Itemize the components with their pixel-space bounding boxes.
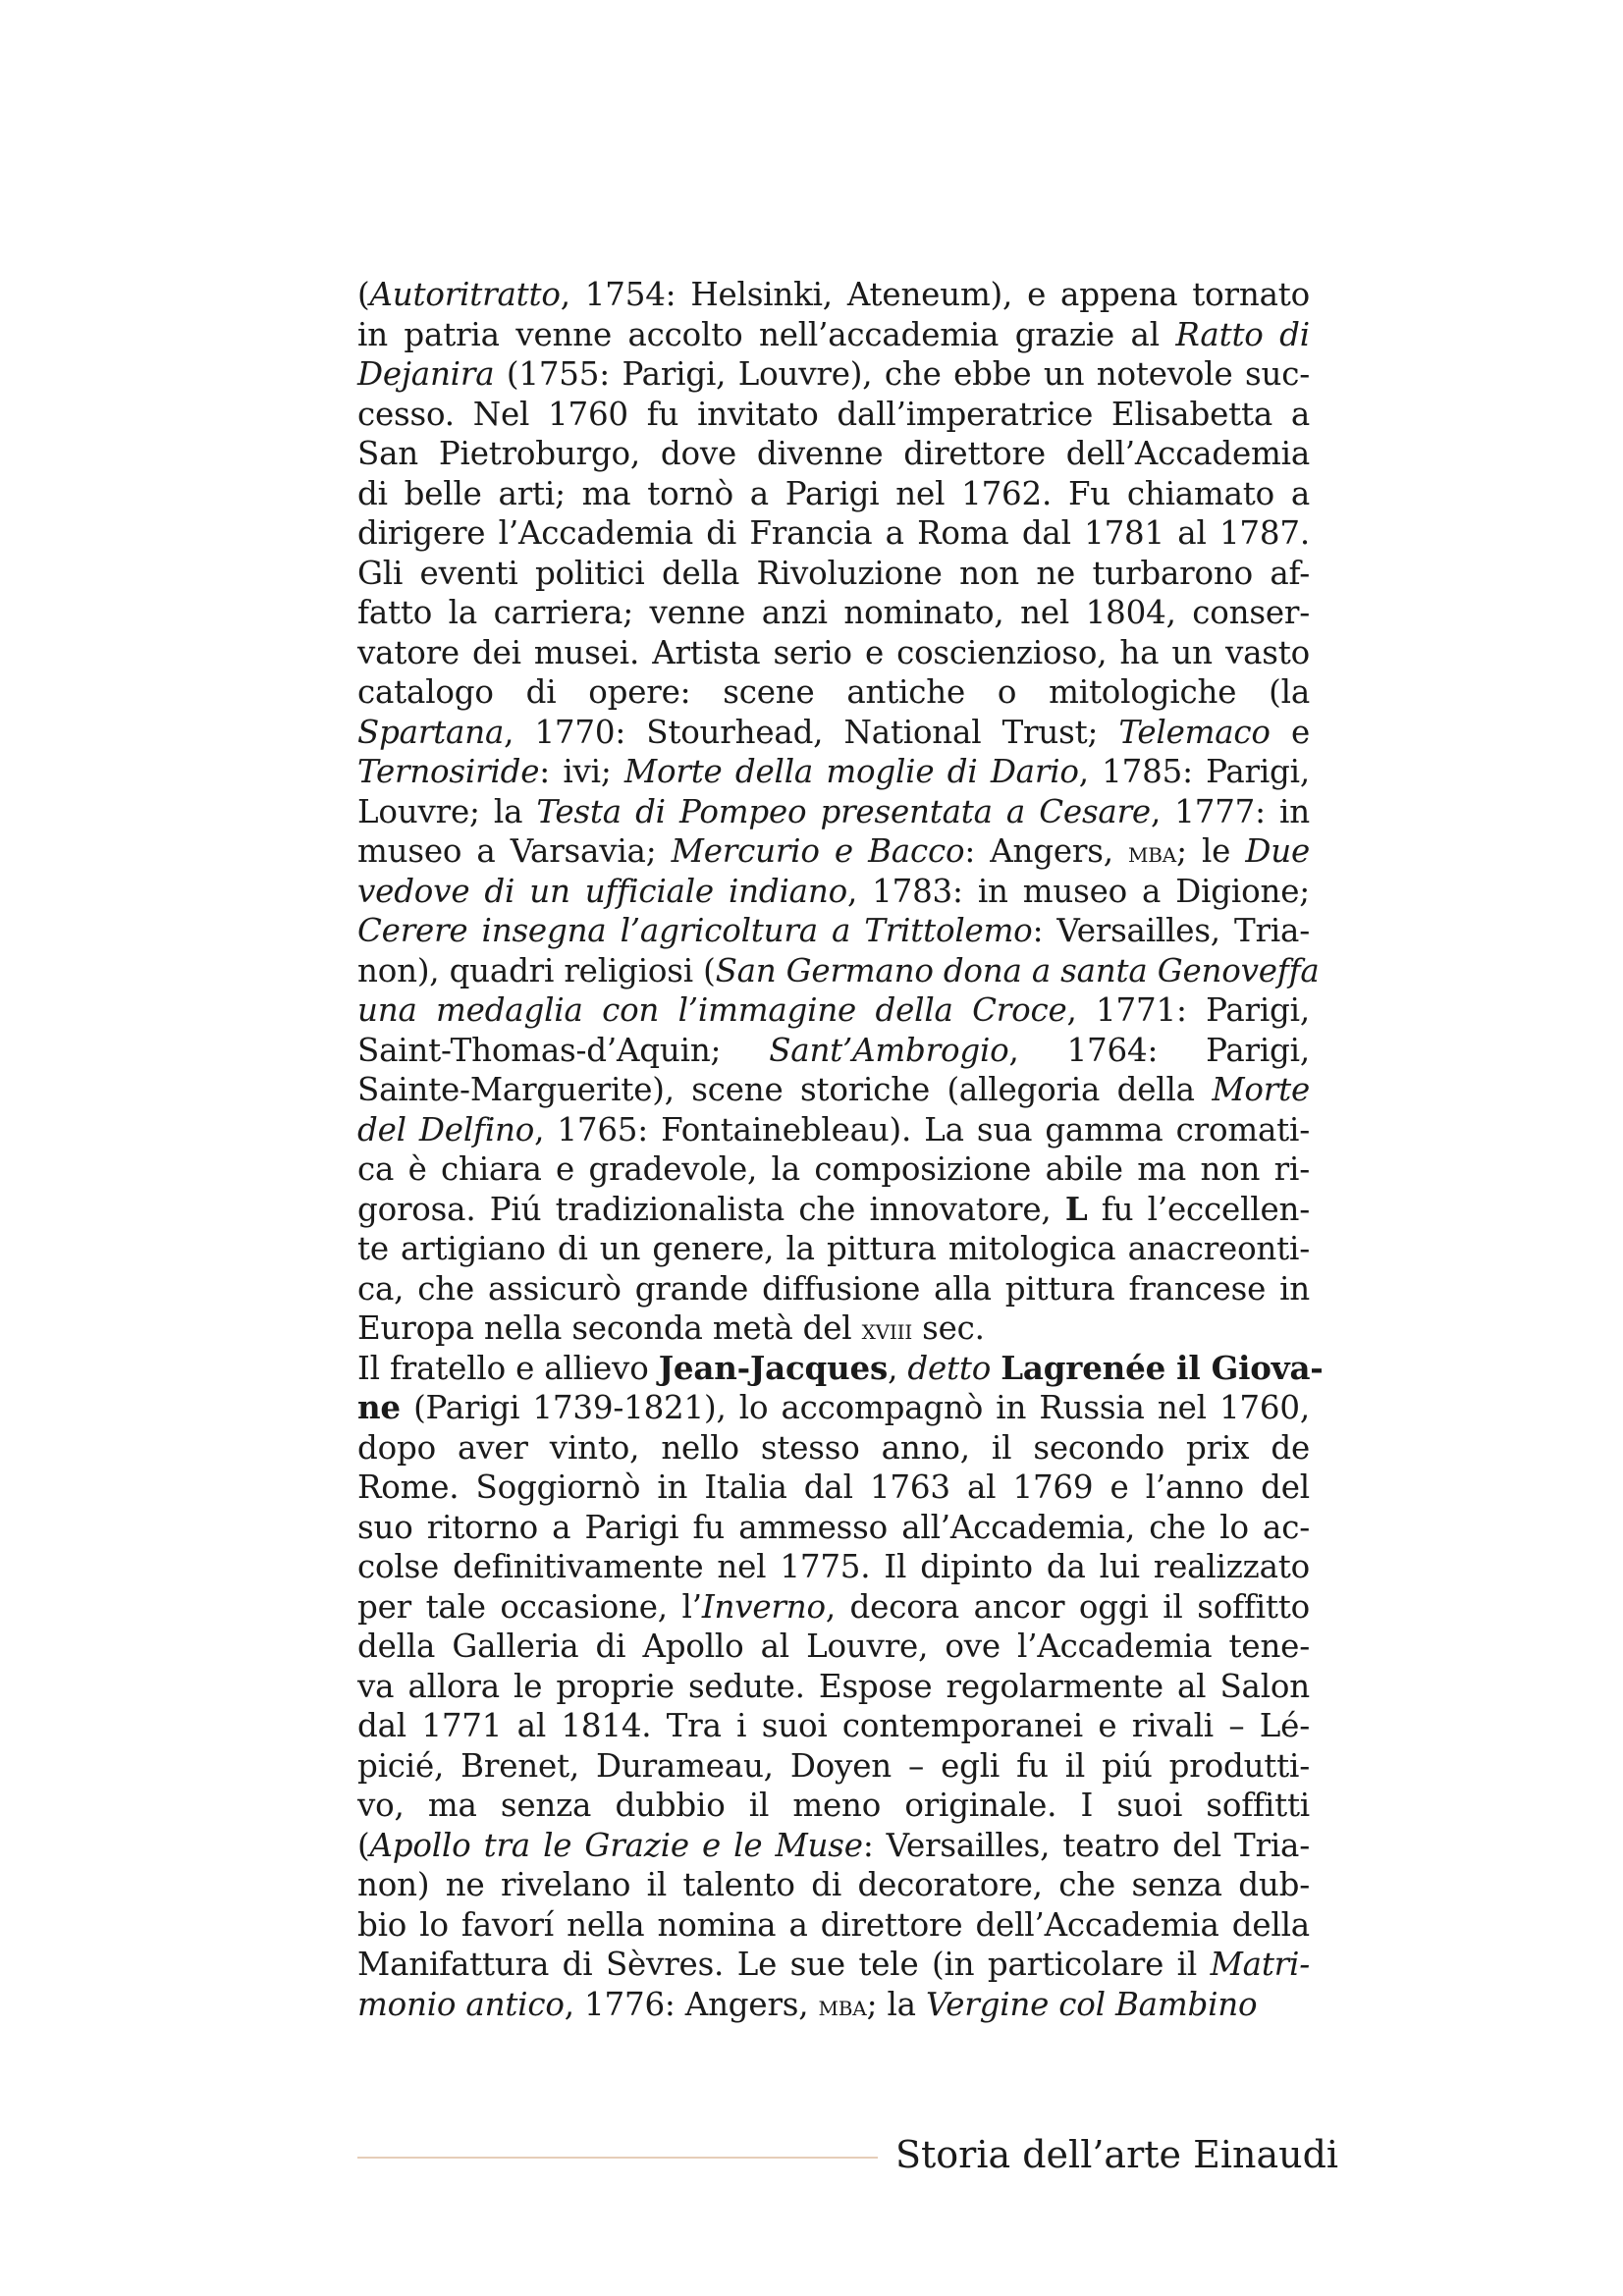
text-line xyxy=(357,1786,1310,1826)
text-segment: mba xyxy=(1128,835,1177,869)
text-line xyxy=(357,1627,1310,1667)
text-segment: Europa nella seconda metà del xyxy=(357,1309,862,1347)
text-segment: una medaglia con l’immagine della Croce xyxy=(357,991,1067,1029)
text-segment: , 1783: in museo a Digione; xyxy=(846,872,1310,910)
text-line xyxy=(357,315,1310,355)
text-line xyxy=(357,792,1310,832)
text-segment: (1755: Parigi, Louvre), che ebbe un notevole suc- xyxy=(494,355,1310,393)
text-segment: Dejanira xyxy=(357,355,495,393)
text-segment: dopo aver vinto, nello stesso anno, il secondo prix de xyxy=(357,1428,1310,1467)
text-segment: vo, ma senza dubbio il meno originale. I suoi soffitti xyxy=(357,1787,1310,1824)
text-segment: Ternosiride xyxy=(357,753,540,790)
text-line xyxy=(357,1190,1310,1230)
text-line xyxy=(357,872,1310,912)
text-segment: mba xyxy=(818,1988,867,2022)
text-segment: , 1770: Stourhead, National Trust; xyxy=(504,713,1119,751)
text-segment: Ratto di xyxy=(1175,315,1310,353)
text-line xyxy=(357,672,1310,713)
text-segment: , 1764: Parigi, xyxy=(1008,1031,1310,1069)
text-segment: Il fratello e allievo xyxy=(357,1349,659,1387)
text-segment: vedove di un ufficiale indiano xyxy=(357,872,847,910)
text-segment: , 1777: in xyxy=(1150,792,1310,830)
text-segment: e xyxy=(1270,713,1310,751)
text-segment: Inverno xyxy=(701,1587,826,1626)
text-segment: Lagrenée il Giova- xyxy=(1001,1348,1324,1387)
text-segment: : Angers, xyxy=(964,832,1129,870)
text-line xyxy=(357,354,1310,395)
text-line xyxy=(357,990,1310,1031)
text-segment: ca, che assicurò grande diffusione alla pittura francese in xyxy=(357,1269,1310,1308)
text-line xyxy=(357,633,1310,673)
text-segment: : Versailles, Tria- xyxy=(1032,912,1311,949)
text-segment: fu l’eccellen- xyxy=(1087,1190,1310,1228)
text-line xyxy=(357,1468,1310,1508)
text-line xyxy=(357,1587,1310,1628)
text-segment: detto xyxy=(907,1349,992,1387)
text-line xyxy=(357,713,1310,753)
text-line xyxy=(357,1945,1310,1985)
text-segment: Vergine col Bambino xyxy=(925,1985,1258,2023)
text-line xyxy=(357,1110,1310,1150)
text-segment: di belle arti; ma tornò a Parigi nel 1762. Fu chiamato a xyxy=(357,474,1310,512)
text-segment: , 1754: Helsinki, Ateneum), e appena tornato xyxy=(560,276,1310,313)
text-segment: Jean-Jacques xyxy=(658,1348,889,1387)
text-segment: Autoritratto xyxy=(369,276,561,313)
text-line xyxy=(357,1826,1310,1866)
text-segment: catalogo di opere: scene antiche o mitologiche (la xyxy=(357,673,1310,711)
text-line xyxy=(357,1706,1310,1746)
text-segment: museo a Varsavia; xyxy=(357,832,672,870)
text-segment: Sainte-Marguerite), scene storiche (allegoria della xyxy=(357,1071,1213,1108)
text-segment: gorosa. Piú tradizionalista che innovatore, xyxy=(357,1190,1065,1228)
text-line xyxy=(357,1149,1310,1190)
text-line xyxy=(357,1308,1310,1349)
text-segment: vatore dei musei. Artista serio e coscienzioso, ha un vasto xyxy=(357,633,1310,671)
text-segment: non), quadri religiosi ( xyxy=(357,951,716,989)
text-segment: Gli eventi politici della Rivoluzione non ne turbarono af- xyxy=(357,554,1310,592)
text-line xyxy=(357,275,1310,315)
text-segment: Saint-Thomas-d’Aquin; xyxy=(357,1031,770,1069)
text-segment: Apollo tra le Grazie e le Muse xyxy=(369,1826,863,1864)
text-segment: Due xyxy=(1245,832,1311,870)
text-segment: sec. xyxy=(912,1309,985,1347)
text-line xyxy=(357,513,1310,554)
text-segment: cesso. Nel 1760 fu invitato dall’imperatrice Elisabetta a xyxy=(357,395,1310,433)
text-segment: per tale occasione, l’ xyxy=(357,1587,702,1626)
text-line xyxy=(357,1667,1310,1707)
text-segment: : Versailles, teatro del Tria- xyxy=(862,1826,1311,1864)
text-segment: ( xyxy=(357,1826,370,1864)
text-segment: bio lo favorí nella nomina a direttore dell’Accademia della xyxy=(357,1905,1310,1944)
text-segment: L xyxy=(1064,1189,1088,1228)
text-segment: Spartana xyxy=(357,713,505,751)
text-segment: suo ritorno a Parigi fu ammesso all’Accademia, che lo ac- xyxy=(357,1508,1310,1546)
text-line xyxy=(357,434,1310,474)
text-segment: in patria venne accolto nell’accademia grazie al xyxy=(357,315,1176,353)
text-segment: xviii xyxy=(861,1312,913,1346)
text-segment: va allora le proprie sedute. Espose regolarmente al Salon xyxy=(357,1667,1310,1705)
text-segment: Telemaco xyxy=(1118,713,1271,751)
text-segment: : ivi; xyxy=(539,753,624,790)
text-segment: Mercurio e Bacco xyxy=(671,832,965,870)
text-segment: San Pietroburgo, dove divenne direttore dell’Accademia xyxy=(357,435,1310,472)
article-body xyxy=(357,275,1324,2024)
text-line xyxy=(357,1348,1324,1389)
text-line xyxy=(357,593,1310,633)
text-segment: , xyxy=(888,1349,908,1387)
text-segment: Rome. Soggiornò in Italia dal 1763 al 1769 e l’anno del xyxy=(357,1468,1310,1506)
text-segment: monio antico xyxy=(357,1985,565,2023)
text-segment: Testa di Pompeo presentata a Cesare xyxy=(536,792,1151,830)
text-line xyxy=(357,1746,1310,1787)
text-segment: , 1776: Angers, xyxy=(564,1985,819,2023)
text-segment: ne xyxy=(357,1388,401,1426)
text-segment: Morte della moglie di Dario xyxy=(623,753,1079,790)
text-segment: della Galleria di Apollo al Louvre, ove l’Accademia tene- xyxy=(357,1628,1310,1665)
text-line xyxy=(357,395,1310,435)
text-segment: ca è chiara e gradevole, la composizione abile ma non ri- xyxy=(357,1150,1310,1188)
text-line xyxy=(357,1508,1310,1548)
text-segment: , 1765: Fontainebleau). La sua gamma cromati- xyxy=(534,1110,1310,1148)
text-segment: picié, Brenet, Durameau, Doyen – egli fu il piú produtti- xyxy=(357,1746,1310,1785)
text-segment: ; la xyxy=(866,1985,926,2023)
text-line xyxy=(357,1865,1310,1905)
text-line xyxy=(357,911,1310,951)
text-segment: colse definitivamente nel 1775. Il dipinto da lui realizzato xyxy=(357,1548,1310,1585)
text-line xyxy=(357,1269,1310,1309)
footer-rule xyxy=(357,2157,878,2159)
text-line xyxy=(357,474,1310,514)
text-line xyxy=(357,752,1310,792)
text-line xyxy=(357,1547,1310,1587)
text-segment: Manifattura di Sèvres. Le sue tele (in particolare il xyxy=(357,1946,1211,1983)
text-segment: te artigiano di un genere, la pittura mitologica anacreonti- xyxy=(357,1230,1310,1267)
text-segment: dal 1771 al 1814. Tra i suoi contemporanei e rivali – Lé- xyxy=(357,1707,1310,1744)
text-segment: , 1785: Parigi, xyxy=(1078,753,1310,790)
text-segment: Matri- xyxy=(1210,1946,1310,1983)
text-segment: fatto la carriera; venne anzi nominato, nel 1804, conser- xyxy=(357,594,1310,631)
text-line xyxy=(357,554,1310,594)
text-segment: non) ne rivelano il talento di decoratore, che senza dub- xyxy=(357,1866,1310,1903)
text-segment: , 1771: Parigi, xyxy=(1066,991,1310,1029)
text-segment: ( xyxy=(357,276,370,313)
text-segment: dirigere l’Accademia di Francia a Roma dal 1781 al 1787. xyxy=(357,514,1310,552)
text-line xyxy=(357,1388,1310,1428)
text-line xyxy=(357,1428,1310,1468)
text-line xyxy=(357,1031,1310,1071)
text-segment xyxy=(991,1350,1001,1387)
text-segment: Morte xyxy=(1212,1071,1310,1108)
text-line xyxy=(357,1229,1310,1269)
text-segment: ; le xyxy=(1176,832,1246,870)
text-line xyxy=(357,1985,1310,2025)
text-segment: , decora ancor oggi il soffitto xyxy=(825,1587,1311,1626)
text-segment: Cerere insegna l’agricoltura a Trittolemo xyxy=(357,912,1033,949)
text-segment: del Delfino xyxy=(357,1110,535,1148)
text-line xyxy=(357,1905,1310,1946)
text-segment: San Germano dona a santa Genoveffa xyxy=(715,951,1320,989)
text-line xyxy=(357,831,1310,872)
footer-title: Storia dell’arte Einaudi xyxy=(895,2133,1339,2176)
text-segment: Sant’Ambrogio xyxy=(769,1031,1009,1069)
text-line xyxy=(357,1070,1310,1110)
text-segment: Louvre; la xyxy=(357,792,537,830)
text-line xyxy=(357,951,1320,991)
text-segment: (Parigi 1739-1821), lo accompagnò in Russia nel 1760, xyxy=(400,1389,1310,1426)
